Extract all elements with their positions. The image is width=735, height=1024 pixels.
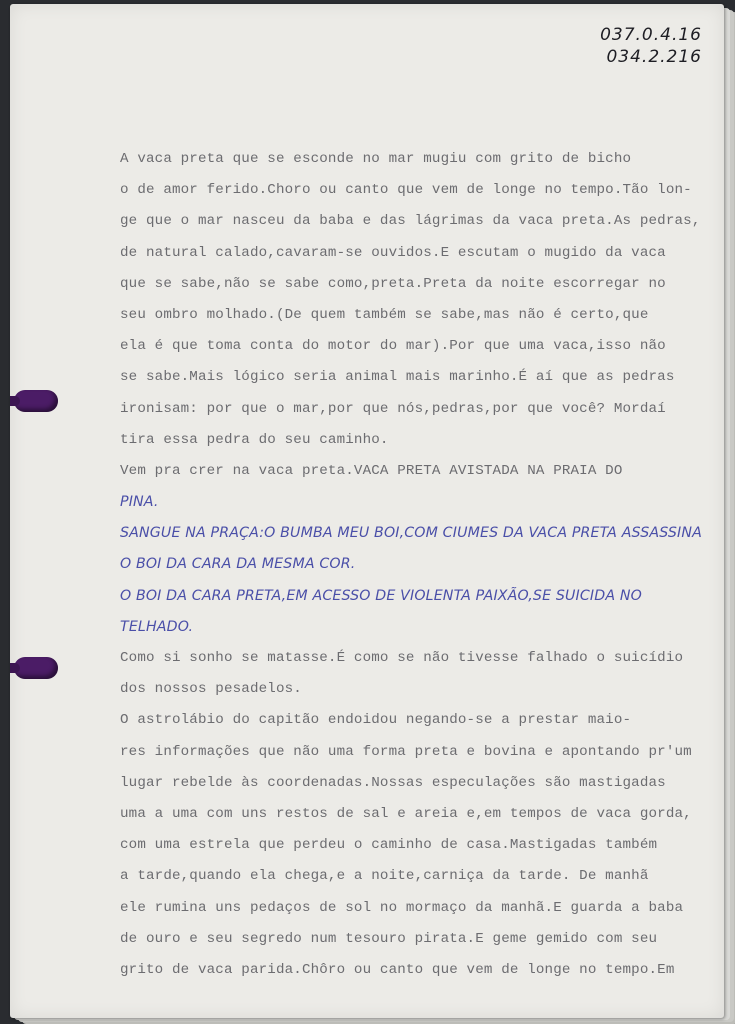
typewritten-page	[10, 4, 724, 1018]
handwritten-line: PINA.	[120, 494, 159, 511]
text-line: ela é que toma conta do motor do mar).Por que uma vaca,isso não	[120, 338, 666, 355]
text-line: Como si sonho se matasse.É como se não tivesse falhado o suicídio	[120, 650, 684, 666]
binding-cord-bottom	[14, 657, 58, 679]
handwritten-line: SANGUE NA PRAÇA:O BUMBA MEU BOI,COM CIUMES DA VACA PRETA ASSASSINA	[120, 525, 702, 542]
text-line: se sabe.Mais lógico seria animal mais marinho.É aí que as pedras	[120, 369, 675, 386]
text-line: a tarde,quando ela chega,e a noite,carniça da tarde. De manhã	[120, 868, 649, 885]
reference-code-2: 034.2.216	[606, 47, 702, 67]
text-line: ele rumina uns pedaços de sol no mormaço da manhã.E guarda a baba	[120, 899, 684, 916]
handwritten-line: O BOI DA CARA PRETA,EM ACESSO DE VIOLENTA PAIXÃO,SE SUICIDA NO	[120, 587, 642, 604]
text-line: de ouro e seu segredo num tesouro pirata.E geme gemido com seu	[120, 930, 658, 947]
text-line: ge que o mar nasceu da baba e das lágrimas da vaca preta.As pedras,	[120, 213, 701, 230]
archive-reference	[600, 24, 702, 68]
text-line: A vaca preta que se esconde no mar mugiu com grito de bicho	[120, 151, 632, 167]
text-line: tira essa pedra do seu caminho.	[120, 431, 389, 448]
text-line: O astrolábio do capitão endoidou negando-se a prestar maio-	[120, 712, 632, 729]
text-line: lugar rebelde às coordenadas.Nossas especulações são mastigadas	[120, 774, 666, 791]
handwritten-line: TELHADO.	[120, 618, 194, 635]
typed-text-block	[120, 144, 702, 986]
text-line: Vem pra crer na vaca preta.VACA PRETA AVISTADA NA PRAIA DO	[120, 462, 623, 479]
text-line: de natural calado,cavaram-se ouvidos.E escutam o mugido da vaca	[120, 244, 666, 261]
text-line: com uma estrela que perdeu o caminho de casa.Mastigadas também	[120, 837, 658, 854]
text-line: grito de vaca parida.Chôro ou canto que vem de longe no tempo.Em	[120, 961, 675, 978]
text-line: res informações que não uma forma preta e bovina e apontando pr'um	[120, 743, 692, 760]
text-line: que se sabe,não se sabe como,preta.Preta da noite escorregar no	[120, 275, 666, 292]
text-line: ironisam: por que o mar,por que nós,pedras,por que você? Mordaí	[120, 400, 666, 417]
handwritten-line: O BOI DA CARA DA MESMA COR.	[120, 556, 356, 573]
text-line: uma a uma com uns restos de sal e areia e,em tempos de vaca gorda,	[120, 805, 692, 822]
binding-cord-top	[14, 390, 58, 412]
text-line: seu ombro molhado.(De quem também se sabe,mas não é certo,que	[120, 306, 649, 323]
text-line: o de amor ferido.Choro ou canto que vem de longe no tempo.Tão lon-	[120, 182, 692, 199]
text-line: dos nossos pesadelos.	[120, 681, 302, 698]
reference-code-1: 037.0.4.16	[600, 25, 702, 45]
